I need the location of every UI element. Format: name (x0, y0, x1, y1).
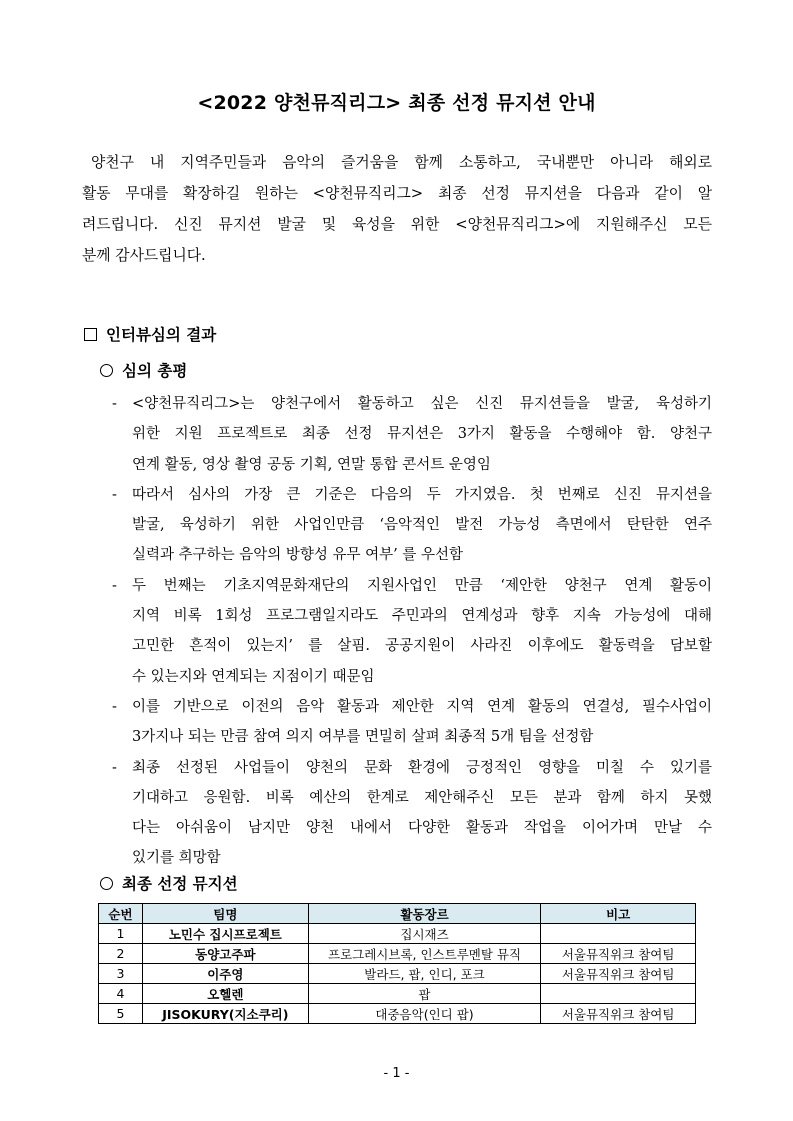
circle-bullet-icon (100, 364, 113, 377)
table-cell-number: 3 (99, 964, 143, 984)
intro-paragraph (82, 147, 712, 271)
table-row (99, 1004, 696, 1024)
dash-bullet-icon: - (112, 759, 117, 776)
review-bullet-list (112, 389, 712, 874)
table-row (99, 944, 696, 964)
subsection-heading-text: 최종 선정 뮤지션 (122, 875, 238, 893)
list-item (112, 389, 712, 480)
subsection-heading-text: 심의 총평 (122, 362, 188, 380)
table-cell-note: 서울뮤직위크 참여팀 (541, 964, 696, 984)
bullet-line: 연계 활동, 영상 촬영 공동 기획, 연말 통합 콘서트 운영임 (132, 456, 491, 473)
bullet-line: 고민한 흔적이 있는지’ 를 살핌. 공공지원이 사라진 이후에도 활동력을 담보할 (132, 638, 712, 655)
bullet-line: 지역 비록 1회성 프로그램일지라도 주민과의 연계성과 향후 지속 가능성에 대해 (132, 608, 712, 625)
circle-bullet-icon (100, 877, 113, 890)
table-cell-genre: 팝 (308, 984, 541, 1004)
checkbox-square-icon (84, 328, 97, 341)
table-cell-team: 동양고주파 (142, 944, 308, 964)
table-row (99, 984, 696, 1004)
selected-musicians-table (98, 903, 696, 1024)
bullet-line: 실력과 추구하는 음악의 방향성 유무 여부’ 를 우선함 (132, 547, 464, 564)
bullet-line: 발굴, 육성하기 위한 사업인만큼 ‘음악적인 발전 가능성 측면에서 탄탄한 연주 (132, 517, 712, 534)
bullet-line: 수 있는지와 연계되는 지점이기 때문임 (132, 668, 375, 685)
table-cell-note: 서울뮤직위크 참여팀 (541, 944, 696, 964)
subsection-heading-selected (100, 872, 238, 894)
column-header: 팀명 (142, 904, 308, 924)
bullet-line: <양천뮤직리그>는 양천구에서 활동하고 싶은 신진 뮤지션들을 발굴, 육성하기 (132, 396, 712, 412)
intro-line: 분께 감사드립니다. (82, 247, 206, 264)
table-cell-team: 이주영 (142, 964, 308, 984)
bullet-line: 있기를 희망함 (132, 850, 221, 867)
bullet-line: 위한 지원 프로젝트로 최종 선정 뮤지션은 3가지 활동을 수행해야 함. 양천구 (132, 426, 712, 443)
bullet-line: 따라서 심사의 가장 큰 기준은 다음의 두 가지였음. 첫 번째로 신진 뮤지션을 (132, 486, 712, 503)
table-cell-team: 오헬렌 (142, 984, 308, 1004)
bullet-line: 두 번째는 기초지역문화재단의 지원사업인 만큼 ‘제안한 양천구 연계 활동이 (132, 577, 712, 594)
table-cell-note: 서울뮤직위크 참여팀 (541, 1004, 696, 1024)
table-row (99, 964, 696, 984)
table-cell-genre: 집시재즈 (308, 924, 541, 944)
table-cell-team: JISOKURY(지소쿠리) (142, 1004, 308, 1024)
table-cell-number: 2 (99, 944, 143, 964)
table-cell-number: 4 (99, 984, 143, 1004)
table-cell-genre: 발라드, 팝, 인디, 포크 (308, 964, 541, 984)
page-title: <2022 양천뮤직리그> 최종 선정 뮤지션 안내 (197, 92, 596, 114)
list-item (112, 753, 712, 874)
list-item (112, 692, 712, 753)
bullet-line: 이를 기반으로 이전의 음악 활동과 제안한 지역 연계 활동의 연결성, 필수사업이 (132, 698, 712, 715)
column-header: 비고 (541, 904, 696, 924)
page-number: - 1 - (383, 1066, 410, 1081)
table-cell-number: 5 (99, 1004, 143, 1024)
column-header: 활동장르 (308, 904, 541, 924)
bullet-line: 최종 선정된 사업들이 양천의 문화 환경에 긍정적인 영향을 미칠 수 있기를 (132, 759, 712, 776)
intro-line: 양천구 내 지역주민들과 음악의 즐거움을 함께 소통하고, 국내뿐만 아니라 해외로 (91, 154, 712, 171)
subsection-heading-review (100, 359, 187, 381)
dash-bullet-icon: - (112, 396, 117, 412)
table-cell-genre: 대중음악(인디 팝) (308, 1004, 541, 1024)
dash-bullet-icon: - (112, 698, 117, 715)
dash-bullet-icon: - (112, 577, 117, 594)
column-header: 순번 (99, 904, 143, 924)
table-cell-number: 1 (99, 924, 143, 944)
section-heading-interview-result (84, 323, 216, 345)
table-cell-genre: 프로그레시브록, 인스트루멘탈 뮤직 (308, 944, 541, 964)
list-item (112, 571, 712, 692)
table-row (99, 924, 696, 944)
intro-line: 활동 무대를 확장하길 원하는 <양천뮤직리그> 최종 선정 뮤지션을 다음과 같이 알 (82, 185, 712, 202)
table-cell-note (541, 984, 696, 1004)
list-item (112, 480, 712, 571)
bullet-line: 다는 아쉬움이 남지만 양천 내에서 다양한 활동과 작업을 이어가며 만날 수 (132, 820, 712, 837)
bullet-line: 기대하고 응원함. 비록 예산의 한계로 제안해주신 모든 분과 함께 하지 못했 (132, 789, 712, 806)
table-cell-note (541, 924, 696, 944)
dash-bullet-icon: - (112, 486, 117, 503)
section-heading-text: 인터뷰심의 결과 (106, 326, 217, 344)
table-cell-team: 노민수 집시프로젝트 (142, 924, 308, 944)
intro-line: 려드립니다. 신진 뮤지션 발굴 및 육성을 위한 <양천뮤직리그>에 지원해주신 모든 (82, 216, 712, 233)
bullet-line: 3가지나 되는 만큼 참여 의지 여부를 면밀히 살펴 최종적 5개 팀을 선정함 (132, 729, 594, 746)
table-header-row (99, 904, 696, 924)
